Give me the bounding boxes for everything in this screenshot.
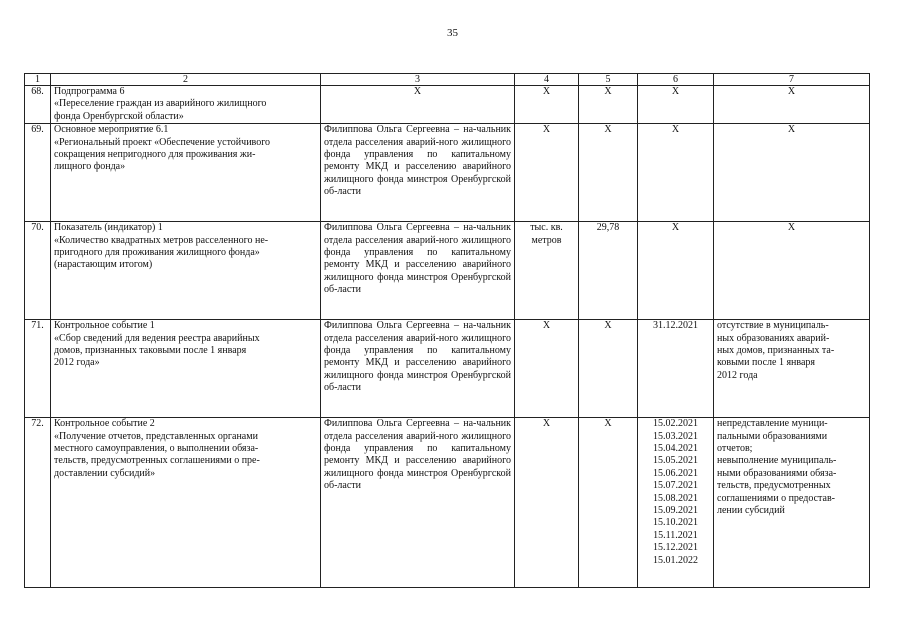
note-text-line: 2012 года <box>717 369 758 381</box>
event-name-line: «Переселение граждан из аварийного жилищного <box>54 98 267 110</box>
note-text-line: ными образованиями обяза- <box>717 467 837 479</box>
table-row <box>25 124 870 222</box>
responsible-person: Филиппова Ольга Сергеевна – на-чальник отдела расселения аварий-ного жилищного фонда управления по капитальному ремонту МКД и расселению аварийного жилищного фонда минстроя Оренбургской об-ласти <box>321 222 515 320</box>
column-header: 5 <box>579 74 638 86</box>
column-header: 6 <box>638 74 714 86</box>
page-number: 35 <box>447 27 458 39</box>
due-date <box>638 124 714 222</box>
event-name-line: местного самоуправления, о выполнении обяза- <box>54 443 259 455</box>
due-date-line: 15.12.2021 <box>653 542 698 554</box>
event-name-line: пригодного для проживания жилищного фонда» <box>54 247 260 259</box>
column-header: 4 <box>515 74 579 86</box>
event-name-line: сокращения непригодного для проживания жи- <box>54 149 256 161</box>
due-date-line: X <box>671 86 680 97</box>
row-number: 68. <box>25 86 51 124</box>
due-date <box>638 86 714 124</box>
table-row <box>25 86 870 124</box>
row-number: 72. <box>25 418 51 588</box>
note-text-line: ных образованиях аварий- <box>717 332 830 344</box>
responsible-person: Филиппова Ольга Сергеевна – на-чальник отдела расселения аварий-ного жилищного фонда управления по капитальному ремонту МКД и расселению аварийного жилищного фонда минстроя Оренбургской об-ласти <box>321 320 515 418</box>
due-date-line: 15.07.2021 <box>653 480 698 492</box>
due-date-line: 15.02.2021 <box>653 418 698 430</box>
event-name-line: доставлении субсидий» <box>54 467 156 479</box>
due-date-line: 15.06.2021 <box>653 467 698 479</box>
unit-of-measure: X <box>515 320 579 418</box>
event-name-line: 2012 года» <box>54 357 100 369</box>
event-name <box>51 86 321 124</box>
note-text <box>714 86 870 124</box>
column-header: 2 <box>51 74 321 86</box>
due-date-line: 15.05.2021 <box>653 455 698 467</box>
events-table <box>24 73 870 588</box>
table-row <box>25 418 870 588</box>
note-text-line: ковыми после 1 января <box>717 357 816 369</box>
note-text <box>714 124 870 222</box>
event-name-line: «Региональный проект «Обеспечение устойчивого <box>54 136 271 148</box>
planned-value: X <box>579 86 638 124</box>
event-name <box>51 418 321 588</box>
note-text <box>714 222 870 320</box>
event-name-line: «Количество квадратных метров расселенного не- <box>54 234 269 246</box>
event-name-line: Контрольное событие 2 <box>54 418 155 430</box>
due-date-line: 15.10.2021 <box>653 517 698 529</box>
event-name-line: Подпрограмма 6 <box>54 86 125 97</box>
unit-of-measure: X <box>515 86 579 124</box>
due-date <box>638 418 714 588</box>
column-header: 3 <box>321 74 515 86</box>
event-name-line: фонда Оренбургской области» <box>54 110 184 122</box>
responsible-person: X <box>321 86 515 124</box>
due-date <box>638 320 714 418</box>
event-name-line: «Получение отчетов, представленных органами <box>54 430 258 442</box>
event-name <box>51 124 321 222</box>
due-date <box>638 222 714 320</box>
due-date-line: 15.11.2021 <box>653 529 698 541</box>
note-text <box>714 320 870 418</box>
event-name <box>51 222 321 320</box>
due-date-line: 31.12.2021 <box>653 320 698 332</box>
note-text-line: лении субсидий <box>717 505 785 517</box>
note-text-line: отсутствие в муниципаль- <box>717 320 829 332</box>
due-date-line: 15.01.2022 <box>653 554 698 566</box>
table-row <box>25 222 870 320</box>
due-date-line: 15.03.2021 <box>653 430 698 442</box>
row-number: 71. <box>25 320 51 418</box>
due-date-line: X <box>671 222 680 234</box>
note-text-line: X <box>787 222 796 234</box>
due-date-line: 15.04.2021 <box>653 443 698 455</box>
planned-value: 29,78 <box>579 222 638 320</box>
note-text-line: пальными образованиями <box>717 430 828 442</box>
note-text-line: тельств, предусмотренных <box>717 480 831 492</box>
note-text-line: ных домов, признанных та- <box>717 345 835 357</box>
due-date-line: 15.09.2021 <box>653 505 698 517</box>
event-name-line: домов, признанных таковыми после 1 января <box>54 345 247 357</box>
table-body <box>25 86 870 588</box>
note-text-line: невыполнение муниципаль- <box>717 455 837 467</box>
responsible-person: Филиппова Ольга Сергеевна – на-чальник отдела расселения аварий-ного жилищного фонда управления по капитальному ремонту МКД и расселению аварийного жилищного фонда минстроя Оренбургской об-ласти <box>321 124 515 222</box>
note-text-line: соглашениями о предостав- <box>717 492 835 504</box>
planned-value: X <box>579 320 638 418</box>
event-name-line: лищного фонда» <box>54 161 126 173</box>
event-name-line: «Сбор сведений для ведения реестра аварийных <box>54 332 260 344</box>
event-name <box>51 320 321 418</box>
unit-of-measure: X <box>515 418 579 588</box>
note-text-line: непредставление муници- <box>717 418 828 430</box>
table-row <box>25 320 870 418</box>
event-name-line: Контрольное событие 1 <box>54 320 155 332</box>
note-text <box>714 418 870 588</box>
note-text-line: отчетов; <box>717 443 753 455</box>
column-header: 1 <box>25 74 51 86</box>
table-header-row <box>25 74 870 86</box>
note-text-line: X <box>787 86 796 97</box>
responsible-person: Филиппова Ольга Сергеевна – на-чальник отдела расселения аварий-ного жилищного фонда управления по капитальному ремонту МКД и расселению аварийного жилищного фонда минстроя Оренбургской об-ласти <box>321 418 515 588</box>
due-date-line: 15.08.2021 <box>653 492 698 504</box>
event-name-line: тельств, предусмотренных соглашениями о пре- <box>54 455 260 467</box>
column-header: 7 <box>714 74 870 86</box>
unit-of-measure: X <box>515 124 579 222</box>
row-number: 70. <box>25 222 51 320</box>
event-name-line: (нарастающим итогом) <box>54 259 153 271</box>
unit-of-measure: тыс. кв. метров <box>515 222 579 320</box>
planned-value: X <box>579 124 638 222</box>
due-date-line: X <box>671 124 680 136</box>
planned-value: X <box>579 418 638 588</box>
event-name-line: Основное мероприятие 6.1 <box>54 124 169 136</box>
event-name-line: Показатель (индикатор) 1 <box>54 222 163 234</box>
note-text-line: X <box>787 124 796 136</box>
row-number: 69. <box>25 124 51 222</box>
